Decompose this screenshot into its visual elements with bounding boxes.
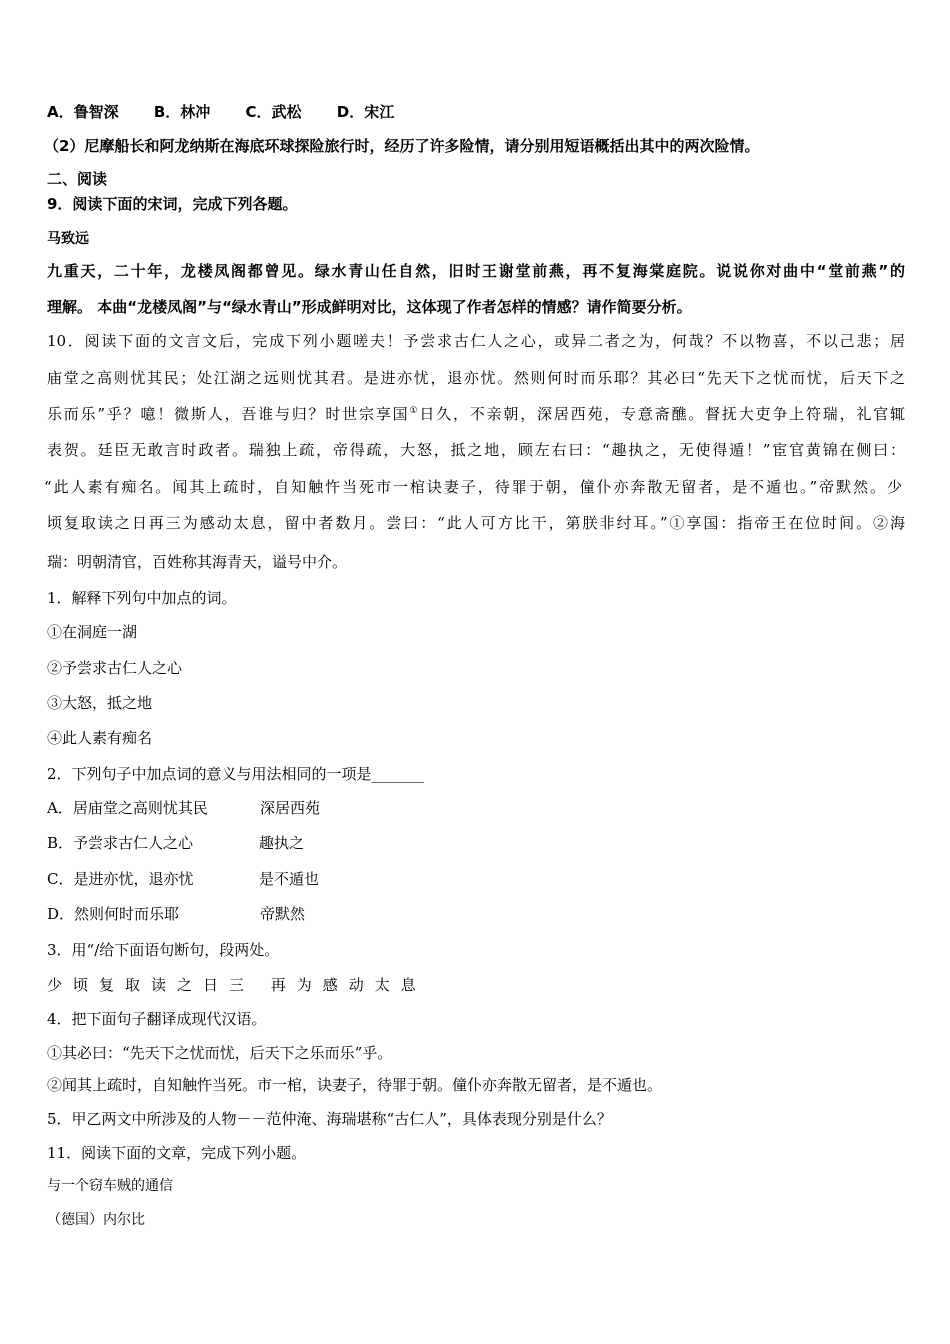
q10-sub1-item-4: ④此人素有痴名 — [47, 729, 153, 747]
q8-part2-prompt: （2）尼摩船长和阿龙纳斯在海底环球探险旅行时，经历了许多险情，请分别用短语概括出其中的两次险情。 — [44, 137, 760, 155]
q10-sub2-prompt: 2．下列句子中加点词的意义与用法相同的一项是_______ — [47, 765, 425, 783]
option-b-left: B．予尝求古仁人之心 — [47, 834, 194, 852]
q10-passage-line-5: “此人素有痴名。闻其上疏时，自知触忤当死市一棺诀妻子，待罪于朝，僮仆亦奔散无留者，是不遁也。”帝默然。少 — [44, 478, 902, 496]
q10-sub3-prompt: 3．用“/给下面语句断句，段两处。 — [47, 941, 280, 959]
q10-passage-line-3a: 乐而乐”乎？噫！微斯人，吾谁与归？时世宗享国 — [47, 405, 410, 423]
option-c-left: C．是进亦忧，退亦忧 — [47, 870, 194, 888]
q10-sub2-option-d — [47, 904, 447, 924]
q10-sub4-item-2: ②闻其上疏时，自知触忤当死。市一棺，诀妻子，待罪于朝。僮仆亦奔散无留者，是不遁也。 — [47, 1076, 663, 1094]
q9-author: 马致远 — [47, 231, 89, 247]
q11-prompt: 11．阅读下面的文章，完成下列小题。 — [47, 1144, 307, 1162]
q10-passage-line-7: 瑞：明朝清官，百姓称其海青天，谥号中介。 — [47, 553, 348, 571]
option-c-right: 是不遁也 — [259, 870, 320, 888]
option-d-right: 帝默然 — [260, 905, 306, 923]
option-a-right: 深居西苑 — [260, 799, 321, 817]
q10-passage-line-3b: 日久，不亲朝，深居西苑，专意斋醮。督抚大吏争上符瑞，礼官辄 — [419, 405, 905, 423]
option-d: D．宋江 — [336, 103, 395, 121]
section-heading-reading: 二、阅读 — [47, 170, 108, 188]
q10-passage-line-2: 庙堂之高则忧其民；处江湖之远则忧其君。是进亦忧，退亦忧。然则何时而乐耶？其必曰“先天下之忧而忧，后天下之 — [47, 369, 905, 387]
q10-sub2-option-c — [47, 869, 447, 889]
q10-passage-line-6: 顷复取读之日再三为感动太息，留中者数月。尝曰：“此人可方比干，第朕非纣耳。”①享国：指帝王在位时间。②海 — [47, 514, 905, 532]
q10-sub2-option-b — [47, 833, 447, 853]
q11-article-author: （德国）内尔比 — [47, 1212, 145, 1228]
q10-sub4-item-1: ①其必曰：“先天下之忧而忧，后天下之乐而乐”乎。 — [47, 1044, 393, 1062]
option-d-left: D．然则何时而乐耶 — [47, 905, 180, 923]
q11-article-title: 与一个窃车贼的通信 — [47, 1178, 173, 1194]
footnote-mark: ① — [409, 406, 420, 416]
q10-sub1-item-1: ①在洞庭一湖 — [47, 623, 138, 641]
q10-sub1-item-2: ②予尝求古仁人之心 — [47, 659, 183, 677]
q10-passage-line-1: 10．阅读下面的文言文后，完成下列小题嗟夫！予尝求古仁人之心，或异二者之为，何哉？不以物喜，不以己悲；居 — [47, 332, 905, 350]
q9-prompt: 9．阅读下面的宋词，完成下列各题。 — [47, 195, 298, 213]
q9-text-line-1: 九重天，二十年，龙楼凤阁都曾见。绿水青山任自然，旧时王谢堂前燕，再不复海棠庭院。说说你对曲中“堂前燕”的 — [47, 262, 905, 280]
q10-sub4-prompt: 4．把下面句子翻译成现代汉语。 — [47, 1010, 267, 1028]
q9-text-line-2: 理解。 本曲“龙楼凤阁”与“绿水青山”形成鲜明对比，这体现了作者怎样的情感？请作简要分析。 — [47, 298, 692, 316]
q10-passage-line-4: 表贺。廷臣无敢言时政者。瑞独上疏，帝得疏，大怒，抵之地，顾左右曰：“趣执之，无使得遁！”宦官黄锦在侧曰： — [47, 441, 905, 459]
q10-sub3-sentence: 少顷复取读之日三 再为感动太息 — [47, 976, 427, 994]
q10-passage-line-3 — [47, 404, 905, 424]
option-a-left: A．居庙堂之高则忧其民 — [47, 799, 208, 817]
q10-sub2-option-a — [47, 798, 447, 818]
q10-sub5-prompt: 5．甲乙两文中所涉及的人物－－范仲淹、海瑞堪称“古仁人”，具体表现分别是什么？ — [47, 1110, 612, 1128]
q8-options-line — [47, 102, 394, 122]
option-b-right: 趣执之 — [259, 834, 305, 852]
option-c: C．武松 — [245, 103, 302, 121]
option-a: A．鲁智深 — [47, 103, 119, 121]
q10-sub1-item-3: ③大怒，抵之地 — [47, 694, 153, 712]
option-b: B．林冲 — [153, 103, 211, 121]
q10-sub1-prompt: 1．解释下列句中加点的词。 — [47, 589, 237, 607]
